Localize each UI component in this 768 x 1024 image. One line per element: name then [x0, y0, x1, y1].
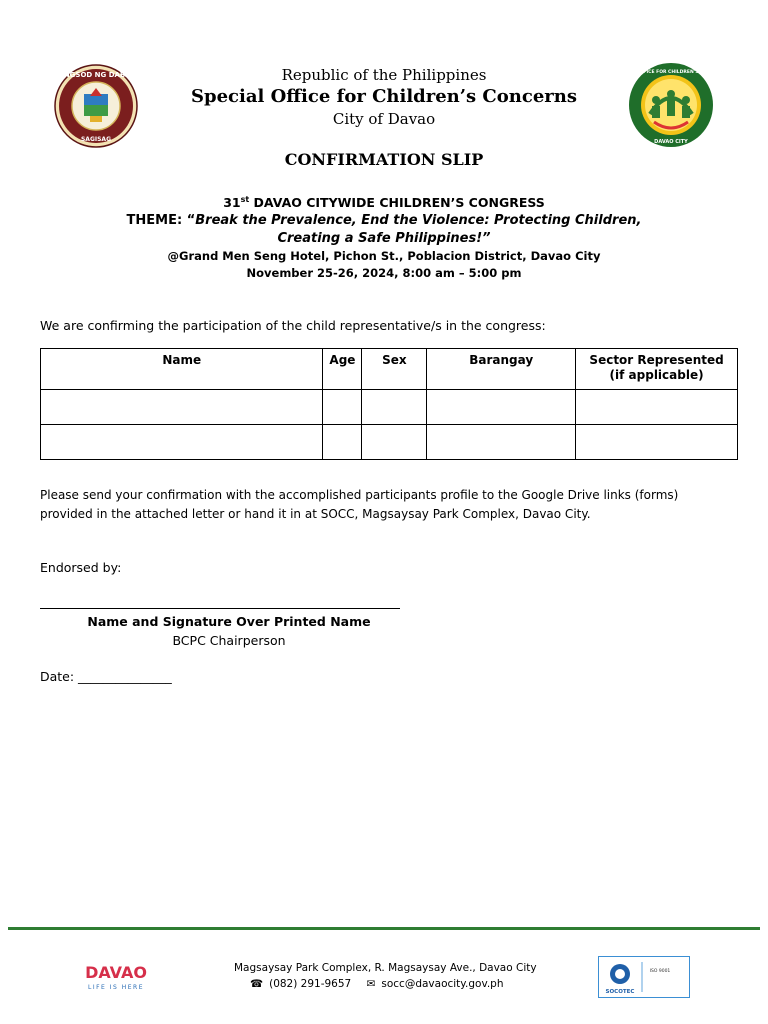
footer-email[interactable]: socc@davaocity.gov.ph [381, 978, 504, 990]
name-cell[interactable] [41, 390, 323, 425]
header-republic: Republic of the Philippines [281, 66, 487, 84]
sex-cell[interactable] [362, 425, 427, 460]
intro-text: We are confirming the participation of the child representative/s in the congress: [40, 318, 546, 333]
col-sex-header: Sex [362, 349, 427, 390]
signature-role: BCPC Chairperson [172, 633, 286, 648]
sex-cell[interactable] [362, 390, 427, 425]
davao-city-seal [54, 64, 138, 148]
note-line-2: provided in the attached letter or hand it in at SOCC, Magsaysay Park Complex, Davao City. [40, 507, 591, 521]
sector-cell[interactable] [576, 425, 738, 460]
document-title: CONFIRMATION SLIP [284, 150, 484, 169]
mail-icon: ✉ [366, 978, 376, 990]
col-name-header: Name [41, 349, 323, 390]
phone-icon: ☎ [250, 978, 264, 990]
representatives-table [40, 348, 738, 460]
signature-line [40, 608, 400, 609]
date-field: Date: _______________ [40, 669, 172, 684]
endorsed-label: Endorsed by: [40, 560, 122, 575]
header-city: City of Davao [332, 110, 436, 128]
col-sector-header: Sector Represented (if applicable) [576, 349, 738, 390]
header-office: Special Office for Children’s Concerns [191, 86, 577, 107]
table-row [41, 390, 738, 425]
svg-text:SOCOTEC: SOCOTEC [605, 989, 635, 995]
col-age-header: Age [323, 349, 362, 390]
footer-phone: (082) 291-9657 [269, 978, 352, 990]
table-header-row [41, 349, 738, 390]
footer-rule [8, 927, 760, 930]
table-row [41, 425, 738, 460]
svg-text:ISO 9001: ISO 9001 [649, 969, 671, 974]
signature-name-label: Name and Signature Over Printed Name [87, 614, 371, 629]
svg-text:DAVAO CITY: DAVAO CITY [654, 139, 688, 145]
footer-address: Magsaysay Park Complex, R. Magsaysay Ave., Davao City [234, 962, 537, 974]
name-cell[interactable] [41, 425, 323, 460]
event-theme: THEME: “Break the Prevalence, End the Violence: Protecting Children, [126, 213, 642, 228]
event-name: 31st DAVAO CITYWIDE CHILDREN’S CONGRESS [223, 195, 545, 211]
davao-life-is-here-logo [74, 961, 158, 993]
note-line-1: Please send your confirmation with the accomplished participants profile to the Google Drive links (forms) [40, 488, 679, 502]
footer-contact [250, 978, 504, 990]
barangay-cell[interactable] [427, 425, 576, 460]
event-theme-cont: Creating a Safe Philippines!” [277, 231, 491, 246]
svg-text:LIFE IS HERE: LIFE IS HERE [87, 984, 145, 991]
event-schedule: November 25-26, 2024, 8:00 am – 5:00 pm [246, 266, 522, 280]
svg-text:SAGISAG: SAGISAG [80, 136, 112, 143]
barangay-cell[interactable] [427, 390, 576, 425]
svg-text:DAVAO: DAVAO [85, 963, 147, 982]
event-venue: @Grand Men Seng Hotel, Pichon St., Poblacion District, Davao City [167, 249, 601, 263]
svg-text:SPECIAL OFFICE FOR CHILDREN’S: SPECIAL OFFICE FOR CHILDREN’S CONCERNS [614, 70, 728, 75]
socotec-cert-logo [598, 956, 690, 998]
submission-note [40, 486, 730, 524]
age-cell[interactable] [323, 425, 362, 460]
socc-seal [614, 62, 728, 148]
col-barangay-header: Barangay [427, 349, 576, 390]
sector-cell[interactable] [576, 390, 738, 425]
age-cell[interactable] [323, 390, 362, 425]
svg-text:LUNGSOD NG DABAW: LUNGSOD NG DABAW [53, 71, 139, 79]
